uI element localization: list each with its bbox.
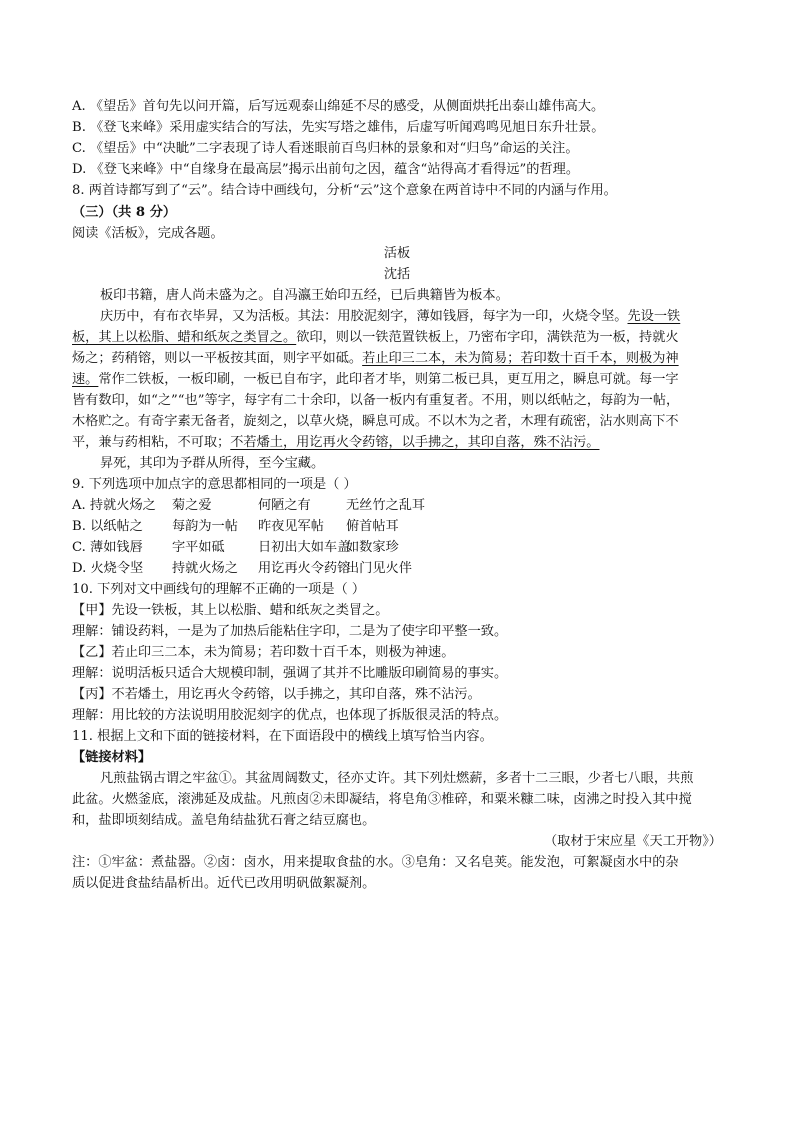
q9-option-part: 持就火炀之	[172, 561, 238, 576]
q9-option-part: 昨夜见军帖	[258, 519, 324, 534]
q9-option-part: D. 火烧令坚	[72, 561, 144, 576]
passage-paragraph-3: 昇死，其印为予群从所得，至今宝藏。	[100, 456, 325, 471]
q7-option-d: D. 《登飞来峰》中“自缘身在最高层”揭示出前句之因，蕴含“站得高才看得远”的哲理。	[72, 162, 580, 177]
question-11-stem: 11. 根据上文和下面的链接材料，在下面语段中的横线上填写恰当内容。	[72, 729, 493, 744]
passage-text: 炀之；药稍镕，则以一平板按其面，则字平如砥。	[72, 351, 363, 366]
q9-option-c	[72, 538, 399, 558]
q9-option-part: 菊之爱	[172, 498, 212, 513]
link-material-line: 和，盐即顷刻结成。盖皂角结盐犹石膏之结豆腐也。	[72, 813, 376, 828]
question-8: 8. 两首诗都写到了“云”。结合诗中画线句，分析“云”这个意象在两首诗中不同的内涵与作用。	[72, 183, 617, 198]
passage-title: 活板	[383, 246, 411, 261]
q9-option-d	[72, 559, 412, 579]
passage-author: 沈括	[383, 267, 411, 282]
passage-text: 庆历中，有布衣毕昇，又为活板。其法：用胶泥刻字，薄如钱唇，每字为一印，火烧令坚。	[100, 309, 628, 324]
q9-option-part: 字平如砥	[172, 540, 225, 555]
q10-item-bing: 【丙】不若燔土，用讫再火令药镕，以手拂之，其印自落，殊不沾污。	[72, 687, 481, 702]
q9-option-part: 用讫再火令药镕	[258, 561, 351, 576]
q10-item-yi: 【乙】若止印三二本，未为简易；若印数十百千本，则极为神速。	[72, 645, 455, 660]
underlined-sentence-yi: 速。	[72, 372, 99, 387]
passage-line	[72, 349, 679, 369]
q9-option-part: 无丝竹之乱耳	[346, 498, 426, 513]
q9-option-part: 俯首帖耳	[346, 519, 399, 534]
q7-option-a: A. 《望岳》首句先以问开篇，后写远观泰山绵延不尽的感受，从侧面烘托出泰山雄伟高大。	[72, 99, 605, 114]
q9-option-b	[72, 517, 399, 537]
link-material-heading: 【链接材料】	[72, 750, 152, 765]
q10-explanation-bing: 理解：用比较的方法说明用胶泥刻字的优点，也体现了拆版很灵活的特点。	[72, 708, 508, 723]
q10-item-jia: 【甲】先设一铁板，其上以松脂、蜡和纸灰之类冒之。	[72, 603, 389, 618]
underlined-sentence-yi: 若止印三二本，未为简易；若印数十百千本，则极为神	[362, 351, 679, 366]
underlined-sentence-jia: 板，其上以松脂、蜡和纸灰之类冒之。	[72, 330, 297, 345]
section-3-heading: （三）（共 8 分）	[72, 205, 177, 220]
underlined-sentence-jia: 先设一铁	[627, 309, 681, 324]
passage-line: 皆有数印，如“之”“也”等字，每字有二十余印，以备一板内有重复者。不用，则以纸帖之，每韵为一帖，	[72, 393, 680, 408]
passage-line: 木格贮之。有奇字素无备者，旋刻之，以草火烧，瞬息可成。不以木为之者，木理有疏密，沾水则高下不	[72, 414, 679, 429]
q9-option-part: C. 薄如钱唇	[72, 540, 143, 555]
q9-option-part: 出门见火伴	[346, 561, 412, 576]
q7-option-c: C. 《望岳》中“决眦”二字表现了诗人看迷眼前百鸟归林的景象和对“归鸟”命运的关注。	[72, 141, 579, 156]
passage-line	[72, 433, 600, 453]
section-3-intro: 阅读《活板》，完成各题。	[72, 226, 224, 241]
q9-option-part: 何陋之有	[258, 498, 311, 513]
q9-option-part: 日初出大如车盖	[258, 540, 351, 555]
q9-option-part: A. 持就火炀之	[72, 498, 156, 513]
passage-text: 平，兼与药相粘，不可取；	[72, 435, 231, 450]
link-material-line: 凡煎盐锅古谓之牢盆①。其盆周阔数丈，径亦丈许。其下列灶燃薪，多者十二三眼，少者七八眼，共煎	[100, 771, 694, 786]
q7-option-b: B. 《登飞来峰》采用虚实结合的写法，先实写塔之雄伟，后虚写听闻鸡鸣见旭日东升壮景。	[72, 120, 605, 135]
passage-paragraph-1: 板印书籍，唐人尚未盛为之。自冯瀛王始印五经，已后典籍皆为板本。	[100, 288, 509, 303]
link-material-line: 此盆。火燃釜底，滚沸延及成盐。凡煎卤②未即凝结，将皂角③椎碎，和粟米糠二味，卤沸之时投入其中搅	[72, 792, 692, 807]
q10-explanation-yi: 理解：说明活板只适合大规模印制，强调了其并不比雕版印刷简易的事实。	[72, 666, 508, 681]
footnote-line: 注：①牢盆：煮盐器。②卤：卤水，用来提取食盐的水。③皂角：又名皂荚。能发泡，可絮凝卤水中的杂	[72, 855, 679, 870]
question-10-stem: 10. 下列对文中画线句的理解不正确的一项是（ ）	[72, 582, 366, 597]
passage-text: 欲印，则以一铁范置铁板上，乃密布字印，满铁范为一板，持就火	[296, 330, 679, 345]
passage-text: 常作二铁板，一板印刷，一板已自布字，此印者才毕，则第二板已具，更互用之，瞬息可就。每一字	[98, 372, 679, 387]
source-citation: （取材于宋应星《天工开物》）	[543, 834, 722, 849]
passage-line	[100, 307, 680, 327]
passage-line	[72, 328, 679, 348]
q9-option-a	[72, 496, 425, 516]
q9-option-part: 每韵为一帖	[172, 519, 238, 534]
question-9-stem: 9. 下列选项中加点字的意思都相同的一项是（ ）	[72, 477, 357, 492]
passage-line	[72, 370, 679, 390]
underlined-sentence-bing: 不若燔土，用讫再火令药镕，以手拂之，其印自落，殊不沾污。	[230, 435, 600, 450]
q10-explanation-jia: 理解：铺设药料，一是为了加热后能粘住字印，二是为了使字印平整一致。	[72, 624, 508, 639]
q9-option-part: 如数家珍	[346, 540, 399, 555]
footnote-line: 质以促进食盐结晶析出。近代已改用明矾做絮凝剂。	[72, 876, 376, 891]
q9-option-part: B. 以纸帖之	[72, 519, 143, 534]
